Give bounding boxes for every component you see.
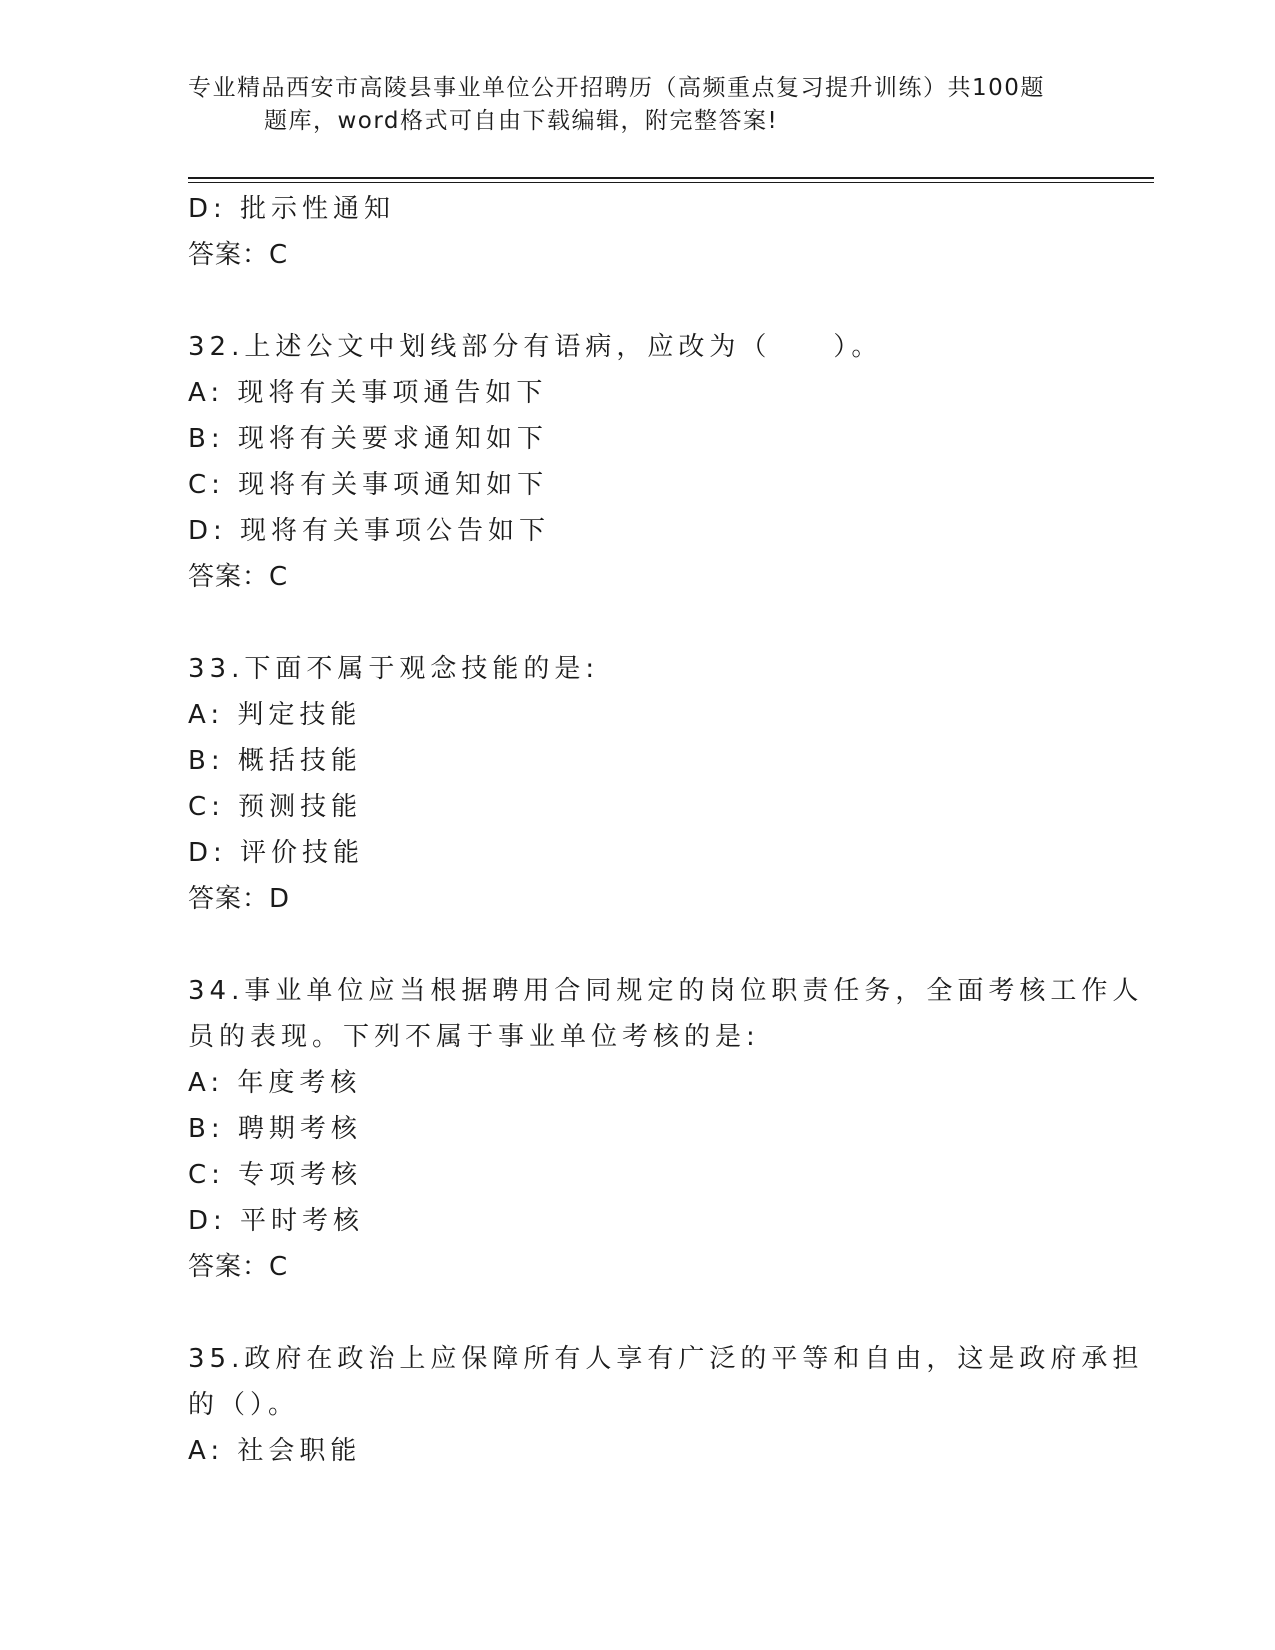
question-34-stem-line-2: 员的表现。下列不属于事业单位考核的是: <box>188 1022 760 1052</box>
option-line: A: 社会职能 <box>188 1436 362 1466</box>
option-line: D: 平时考核 <box>188 1206 365 1236</box>
answer-line: 答案：D <box>188 884 291 914</box>
question-35-stem-line-1: 35.政府在政治上应保障所有人享有广泛的平等和自由，这是政府承担 <box>188 1344 1144 1374</box>
answer-line: 答案：C <box>188 240 289 270</box>
option-line: B: 聘期考核 <box>188 1114 362 1144</box>
header-title-line-2: 题库，word格式可自由下载编辑，附完整答案! <box>264 108 779 134</box>
option-line: B: 现将有关要求通知如下 <box>188 424 548 454</box>
option-line: C: 专项考核 <box>188 1160 363 1190</box>
option-line: A: 判定技能 <box>188 700 362 730</box>
question-33-stem: 33.下面不属于观念技能的是: <box>188 654 600 684</box>
question-35-stem-line-2: 的（）。 <box>188 1390 300 1420</box>
option-line: A: 年度考核 <box>188 1068 362 1098</box>
option-line: C: 预测技能 <box>188 792 363 822</box>
spacer <box>188 922 1088 968</box>
option-line: D: 批示性通知 <box>188 194 396 224</box>
question-list <box>188 186 1144 1474</box>
question-34-stem-line-1: 34.事业单位应当根据聘用合同规定的岗位职责任务，全面考核工作人 <box>188 976 1144 1006</box>
question-32-stem: 32.上述公文中划线部分有语病，应改为（ ）。 <box>188 332 883 362</box>
option-line: B: 概括技能 <box>188 746 362 776</box>
answer-line: 答案：C <box>188 562 289 592</box>
option-line: C: 现将有关事项通知如下 <box>188 470 549 500</box>
spacer <box>188 1290 1088 1336</box>
answer-line: 答案：C <box>188 1252 289 1282</box>
header-title-line-1: 专业精品西安市高陵县事业单位公开招聘历（高频重点复习提升训练）共100题 <box>188 75 1045 101</box>
document-header <box>188 72 1068 138</box>
option-line: D: 评价技能 <box>188 838 365 868</box>
spacer <box>188 600 1088 646</box>
header-divider-thin <box>188 182 1154 183</box>
spacer <box>188 278 1088 324</box>
header-divider-thick <box>188 177 1154 179</box>
option-line: A: 现将有关事项通告如下 <box>188 378 548 408</box>
option-line: D: 现将有关事项公告如下 <box>188 516 551 546</box>
